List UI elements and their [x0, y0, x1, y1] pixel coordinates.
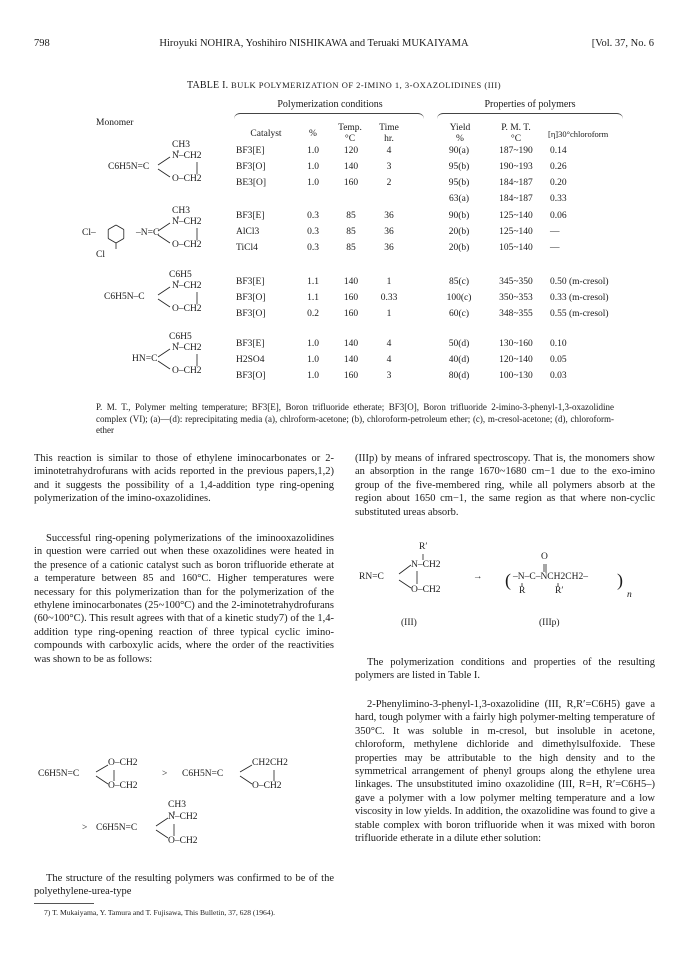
col-pmt-unit: °C: [510, 134, 522, 144]
scheme-b-bottom: O–CH2: [252, 781, 282, 791]
table-cell-visc: 0.05: [550, 355, 567, 365]
table-cell-pmt: 120~140: [499, 355, 533, 365]
table-cell-pct: 1.0: [307, 355, 319, 365]
table-cell-time: 3: [386, 162, 392, 172]
scheme-o: O: [541, 552, 548, 562]
monomer-o-ch2: O–CH2: [172, 174, 202, 184]
col-monomer: Monomer: [96, 118, 134, 128]
table-cell-catalyst: BF3[O]: [236, 293, 266, 303]
monomer-top-group: C6H5: [169, 270, 192, 280]
scheme-n: n: [627, 590, 632, 600]
monomer-imino-group: C6H5N–C: [104, 292, 145, 302]
scheme-polymer-unit: –N–C–NCH2CH2–: [513, 572, 588, 582]
table-cell-time: 36: [384, 211, 394, 221]
monomer-imino-group: HN=C: [132, 354, 158, 364]
header-volume: [Vol. 37, No. 6: [591, 38, 654, 49]
col-time-unit: hr.: [384, 134, 394, 144]
table-cell-catalyst: BF3[E]: [236, 211, 265, 221]
scheme-a-top: O–CH2: [108, 758, 138, 768]
table-cell-catalyst: H2SO4: [236, 355, 265, 365]
table-cell-temp: 120: [343, 146, 359, 156]
table-cell-visc: 0.03: [550, 371, 567, 381]
table-cell-visc: 0.06: [550, 211, 567, 221]
table-cell-visc: 0.10: [550, 339, 567, 349]
monomer-n-ch2: N–CH2: [172, 281, 202, 291]
col-time-label: Time: [379, 123, 399, 133]
table-cell-pmt: 348~355: [499, 309, 533, 319]
table-cell-time: 36: [384, 227, 394, 237]
col-temp-unit: °C: [344, 134, 356, 144]
scheme-c-mid: N–CH2: [168, 812, 198, 822]
right-paragraph-2: The polymerization conditions and properties of the resulting polymers are listed in Table I.: [355, 657, 655, 682]
table-cell-pct: 1.1: [307, 277, 319, 287]
table-cell-pmt: 345~350: [499, 277, 533, 287]
table-cell-temp: 140: [343, 355, 359, 365]
table-cell-visc: 0.14: [550, 146, 567, 156]
scheme-c-bottom: O–CH2: [168, 836, 198, 846]
table-cell-pct: 1.0: [307, 178, 319, 188]
scheme-a-left: C6H5N=C: [38, 769, 80, 779]
table-cell-yield: 95(b): [448, 178, 470, 188]
table-cell-pct: 1.1: [307, 293, 319, 303]
table-cell-pct: 1.0: [307, 162, 319, 172]
scheme-c-left: C6H5N=C: [96, 823, 138, 833]
table-caption-title: BULK POLYMERIZATION OF 2-IMINO 1, 3-OXAZOLIDINES (III): [231, 80, 502, 90]
table-cell-time: 4: [386, 146, 392, 156]
left-paragraph-1: This reaction is similar to those of ethylene iminocarbonates or 2-iminotetrahydrofurans with acids reported in the previous papers,1,2) and it suggests the possibility of a 1,4-addition type ring-opening polymerization of the imino-oxazolidines.: [34, 453, 334, 505]
table-cell-catalyst: BF3[O]: [236, 162, 266, 172]
table-cell-catalyst: BF3[E]: [236, 146, 265, 156]
monomer-chloro-sub: Cl: [96, 250, 105, 260]
table-cell-pmt: 184~187: [499, 178, 533, 188]
table-cell-yield: 20(b): [448, 243, 470, 253]
group-properties: Properties of polymers: [484, 99, 576, 110]
table-cell-yield: 95(b): [448, 162, 470, 172]
monomer-n-ch2: N–CH2: [172, 151, 202, 161]
page-number: 798: [34, 38, 50, 49]
monomer-top-group: C6H5: [169, 332, 192, 342]
scheme-arrow: →: [473, 572, 483, 582]
table-cell-pmt: 190~193: [499, 162, 533, 172]
table-cell-catalyst: BF3[E]: [236, 277, 265, 287]
table-cell-pct: 1.0: [307, 146, 319, 156]
page-footnote: 7) T. Mukaiyama, Y. Tamura and T. Fujisawa, This Bulletin, 37, 628 (1964).: [44, 908, 276, 917]
scheme-b-top: CH2CH2: [252, 758, 288, 768]
scheme-right-paren: ): [617, 570, 623, 590]
table-cell-yield: 20(b): [448, 227, 470, 237]
table-cell-temp: 140: [343, 277, 359, 287]
monomer-top-group: CH3: [172, 140, 190, 150]
table-cell-visc: 0.33: [550, 194, 567, 204]
table-footnote: P. M. T., Polymer melting temperature; BF3[E], Boron trifluoride etherate; BF3[O], Boron trifluoride 2-imino-3-phenyl-1,3-oxazolidine complex (VI); (a)—(d): reprecipitating media (a), chlroform-acetone; (b), chloroform-petroleum ether; (c), m-cresol-acetone; (d), chloroform-ether: [96, 402, 614, 435]
right-paragraph-1: (IIIp) by means of infrared spectroscopy. That is, the monomers show an absorption in the range 1670~1680 cm−1 due to the exo-imino group of the five-membered ring, while all polymers absorb at the region about 1650 cm−1, the same region as that where non-cyclic substituted ureas absorb.: [355, 453, 655, 518]
table-cell-yield: 80(d): [448, 371, 470, 381]
table-cell-time: 1: [386, 309, 392, 319]
table-caption-label: TABLE I.: [186, 80, 229, 91]
table-cell-time: 2: [386, 178, 392, 188]
table-cell-visc: 0.26: [550, 162, 567, 172]
group-conditions: Polymerization conditions: [277, 99, 383, 110]
table-cell-temp: 140: [343, 162, 359, 172]
monomer-imino-group: C6H5N=C: [108, 162, 150, 172]
scheme-rn-c: RN=C: [359, 572, 384, 582]
scheme-left-paren: (: [505, 570, 511, 590]
scheme-a-bottom: O–CH2: [108, 781, 138, 791]
col-temp-label: Temp.: [338, 123, 362, 133]
table-cell-temp: 160: [343, 178, 359, 188]
table-cell-yield: 90(a): [448, 146, 470, 156]
table-cell-catalyst: AlCl3: [236, 227, 260, 237]
scheme-r: R: [519, 586, 526, 596]
table-cell-pct: 0.3: [307, 243, 319, 253]
table-cell-visc: —: [550, 243, 560, 253]
scheme-r2: R′: [555, 586, 564, 596]
table-cell-yield: 85(c): [448, 277, 470, 287]
footnote-rule: [34, 903, 94, 904]
table-cell-catalyst: TiCl4: [236, 243, 258, 253]
scheme-label-polymer: (IIIp): [539, 618, 560, 628]
col-viscosity: [η]30°chloroform: [548, 129, 609, 139]
monomer-o-ch2: O–CH2: [172, 304, 202, 314]
table-cell-temp: 160: [343, 293, 359, 303]
table-cell-temp: 85: [346, 227, 356, 237]
table-cell-pct: 0.2: [307, 309, 319, 319]
scheme-o-ch2: O–CH2: [411, 585, 441, 595]
col-catalyst: Catalyst: [250, 129, 282, 139]
table-cell-temp: 160: [343, 309, 359, 319]
col-pmt-label: P. M. T.: [501, 123, 531, 133]
monomer-n-ch2: N–CH2: [172, 217, 202, 227]
table-cell-pct: 1.0: [307, 371, 319, 381]
table-cell-visc: 0.33 (m-cresol): [550, 293, 609, 303]
scheme-gt-2: >: [82, 823, 88, 833]
table-cell-pmt: 187~190: [499, 146, 533, 156]
table-cell-pmt: 125~140: [499, 227, 533, 237]
table-cell-yield: 90(b): [448, 211, 470, 221]
scheme-gt-1: >: [162, 769, 168, 779]
polymerization-scheme: [355, 540, 655, 650]
table-cell-pmt: 350~353: [499, 293, 533, 303]
table-cell-visc: 0.55 (m-cresol): [550, 309, 609, 319]
table-cell-pct: 0.3: [307, 211, 319, 221]
table-cell-time: 0.33: [380, 293, 398, 303]
table-cell-time: 36: [384, 243, 394, 253]
table-cell-catalyst: BF3[E]: [236, 339, 265, 349]
table-cell-pct: 1.0: [307, 339, 319, 349]
polymerization-bonds: [355, 540, 655, 640]
col-yield-label: Yield: [449, 123, 471, 133]
table-cell-pct: 0.3: [307, 227, 319, 237]
reactivity-order-scheme: [34, 748, 334, 868]
scheme-label-monomer: (III): [401, 618, 417, 628]
monomer-o-ch2: O–CH2: [172, 366, 202, 376]
scheme-r-prime: R′: [419, 542, 428, 552]
scheme-b-left: C6H5N=C: [182, 769, 224, 779]
right-paragraph-3: 2-Phenylimino-3-phenyl-1,3-oxazolidine (III, R,R′=C6H5) gave a hard, tough polymer with a fairly high polymer-melting temperature of 350°C. It was soluble in m-cresol, but insoluble in acetone, chloroform, methylene dichloride and dimethylsulfoxide. These properties may be attributable to the high density and to the symmetrical arrangement of phenyl groups along the ethylene urea linkages. The unsubstituted imino oxazolidine (III, R=H, R′=C6H5–) gave a polymer with a low polymer melting temperature and a low viscosity in low yields. In addition, the oxazolidine was found to give a stable complex with boron trifluoride when it was mixed with boron trifluoride etherate in a dilute ether solution:: [355, 699, 655, 845]
header-authors: Hiroyuki NOHIRA, Yoshihiro NISHIKAWA and Teruaki MUKAIYAMA: [159, 38, 469, 49]
col-yield-unit: %: [456, 134, 464, 144]
table-cell-yield: 100(c): [446, 293, 472, 303]
table-cell-pmt: 184~187: [499, 194, 533, 204]
scheme-bonds: [34, 748, 334, 858]
monomer-n-ch2: N–CH2: [172, 343, 202, 353]
scheme-n-ch2: N–CH2: [411, 560, 441, 570]
table-cell-yield: 60(c): [448, 309, 470, 319]
table-cell-temp: 85: [346, 243, 356, 253]
table-cell-temp: 160: [343, 371, 359, 381]
table-cell-yield: 50(d): [448, 339, 470, 349]
table-cell-pmt: 100~130: [499, 371, 533, 381]
left-paragraph-2: Successful ring-opening polymerizations of the iminooxazolidines in question were carried out when these oxazolidines were heated in the presence of a cationic catalyst such as boron trifluoride etherate at a temperature between 85 and 160°C. Higher temperatures were necessary for this polymerization than for the polymerization of the ethylene iminocarbonates (25~100°C) and the 2-iminotetrahydrofurans (60~100°C). This result agrees with that of a kinetic study7) of the 1,4-addition type ring-opening reaction of three typical cyclic imino-compounds with carboxylic acids, where the order of the reactivities was shown to be as follows:: [34, 533, 334, 665]
monomer-imino-group: –N=C: [136, 228, 160, 238]
table-cell-pmt: 130~160: [499, 339, 533, 349]
table-cell-catalyst: BF3[O]: [236, 371, 266, 381]
table-cell-visc: —: [550, 227, 560, 237]
monomer-bonds: [0, 0, 688, 400]
table-cell-catalyst: BE3[O]: [236, 178, 267, 188]
table-cell-visc: 0.50 (m-cresol): [550, 277, 609, 287]
scheme-c-top: CH3: [168, 800, 186, 810]
table-cell-time: 4: [386, 339, 392, 349]
monomer-o-ch2: O–CH2: [172, 240, 202, 250]
monomer-chloro-prefix: Cl–: [82, 228, 96, 238]
table-cell-yield: 63(a): [448, 194, 470, 204]
table-cell-time: 4: [386, 355, 392, 365]
table-cell-catalyst: BF3[O]: [236, 309, 266, 319]
table-cell-temp: 140: [343, 339, 359, 349]
col-percent: %: [309, 129, 317, 139]
table-cell-visc: 0.20: [550, 178, 567, 188]
table-cell-time: 1: [386, 277, 392, 287]
monomer-top-group: CH3: [172, 206, 190, 216]
table-cell-yield: 40(d): [448, 355, 470, 365]
table-cell-pmt: 105~140: [499, 243, 533, 253]
left-paragraph-3: The structure of the resulting polymers was confirmed to be of the polyethylene-urea-type: [34, 873, 334, 898]
table-cell-pmt: 125~140: [499, 211, 533, 221]
table-cell-temp: 85: [346, 211, 356, 221]
table-cell-time: 3: [386, 371, 392, 381]
